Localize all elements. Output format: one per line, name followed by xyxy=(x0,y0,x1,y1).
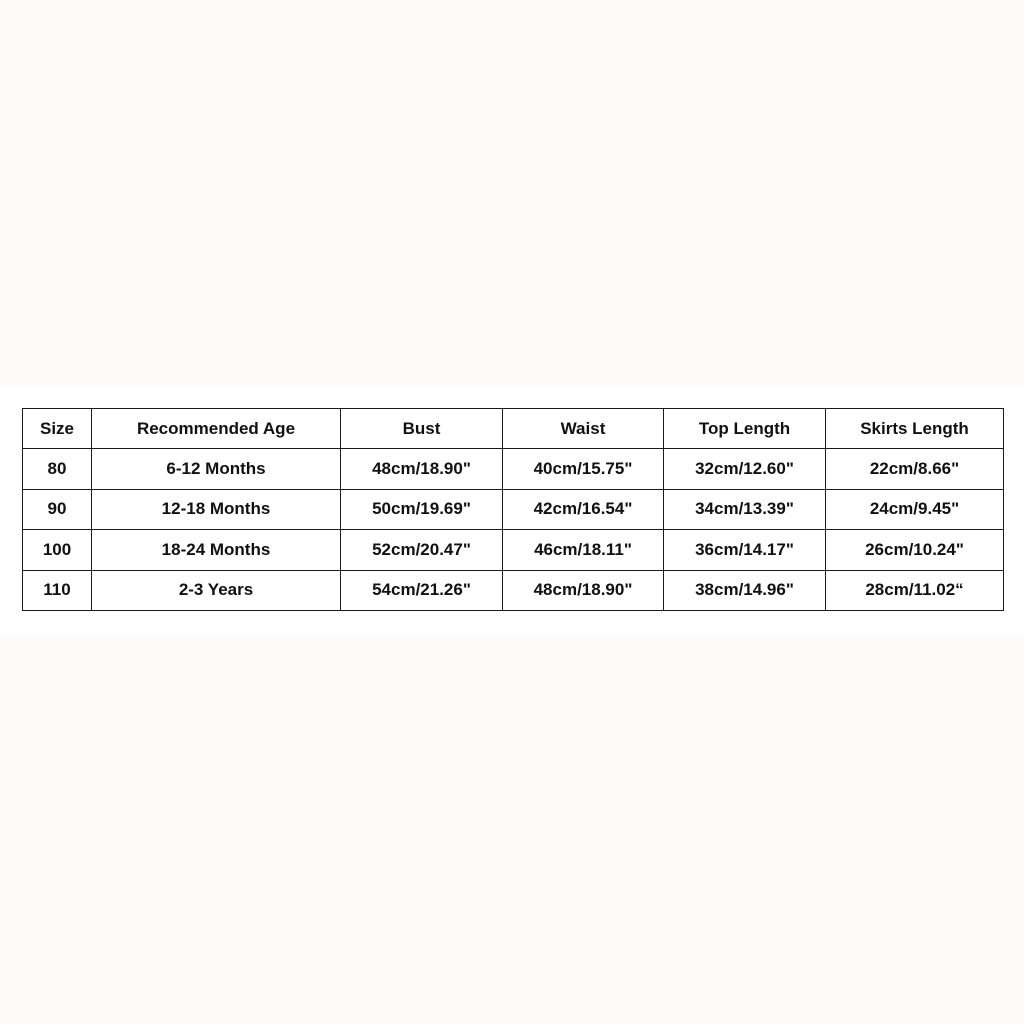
cell-bust: 50cm/19.69" xyxy=(341,489,503,530)
cell-bust: 54cm/21.26" xyxy=(341,570,503,611)
cell-recommended-age: 2-3 Years xyxy=(92,570,341,611)
cell-skirts-length: 26cm/10.24" xyxy=(826,530,1004,571)
cell-waist: 42cm/16.54" xyxy=(503,489,664,530)
header-recommended-age: Recommended Age xyxy=(92,409,341,449)
cell-top-length: 34cm/13.39" xyxy=(664,489,826,530)
header-waist: Waist xyxy=(503,409,664,449)
cell-size: 90 xyxy=(23,489,92,530)
cell-recommended-age: 12-18 Months xyxy=(92,489,341,530)
header-top-length: Top Length xyxy=(664,409,826,449)
table-row xyxy=(23,449,1004,490)
table-row xyxy=(23,570,1004,611)
cell-size: 100 xyxy=(23,530,92,571)
cell-bust: 48cm/18.90" xyxy=(341,449,503,490)
cell-skirts-length: 28cm/11.02“ xyxy=(826,570,1004,611)
header-row xyxy=(23,409,1004,449)
cell-waist: 46cm/18.11" xyxy=(503,530,664,571)
cell-size: 110 xyxy=(23,570,92,611)
cell-recommended-age: 6-12 Months xyxy=(92,449,341,490)
cell-top-length: 38cm/14.96" xyxy=(664,570,826,611)
table-row xyxy=(23,530,1004,571)
cell-recommended-age: 18-24 Months xyxy=(92,530,341,571)
cell-skirts-length: 22cm/8.66" xyxy=(826,449,1004,490)
cell-waist: 48cm/18.90" xyxy=(503,570,664,611)
header-skirts-length: Skirts Length xyxy=(826,409,1004,449)
cell-size: 80 xyxy=(23,449,92,490)
cell-bust: 52cm/20.47" xyxy=(341,530,503,571)
table-row xyxy=(23,489,1004,530)
header-size: Size xyxy=(23,409,92,449)
size-chart-table xyxy=(22,408,1004,611)
cell-top-length: 32cm/12.60" xyxy=(664,449,826,490)
header-bust: Bust xyxy=(341,409,503,449)
cell-skirts-length: 24cm/9.45" xyxy=(826,489,1004,530)
cell-top-length: 36cm/14.17" xyxy=(664,530,826,571)
cell-waist: 40cm/15.75" xyxy=(503,449,664,490)
